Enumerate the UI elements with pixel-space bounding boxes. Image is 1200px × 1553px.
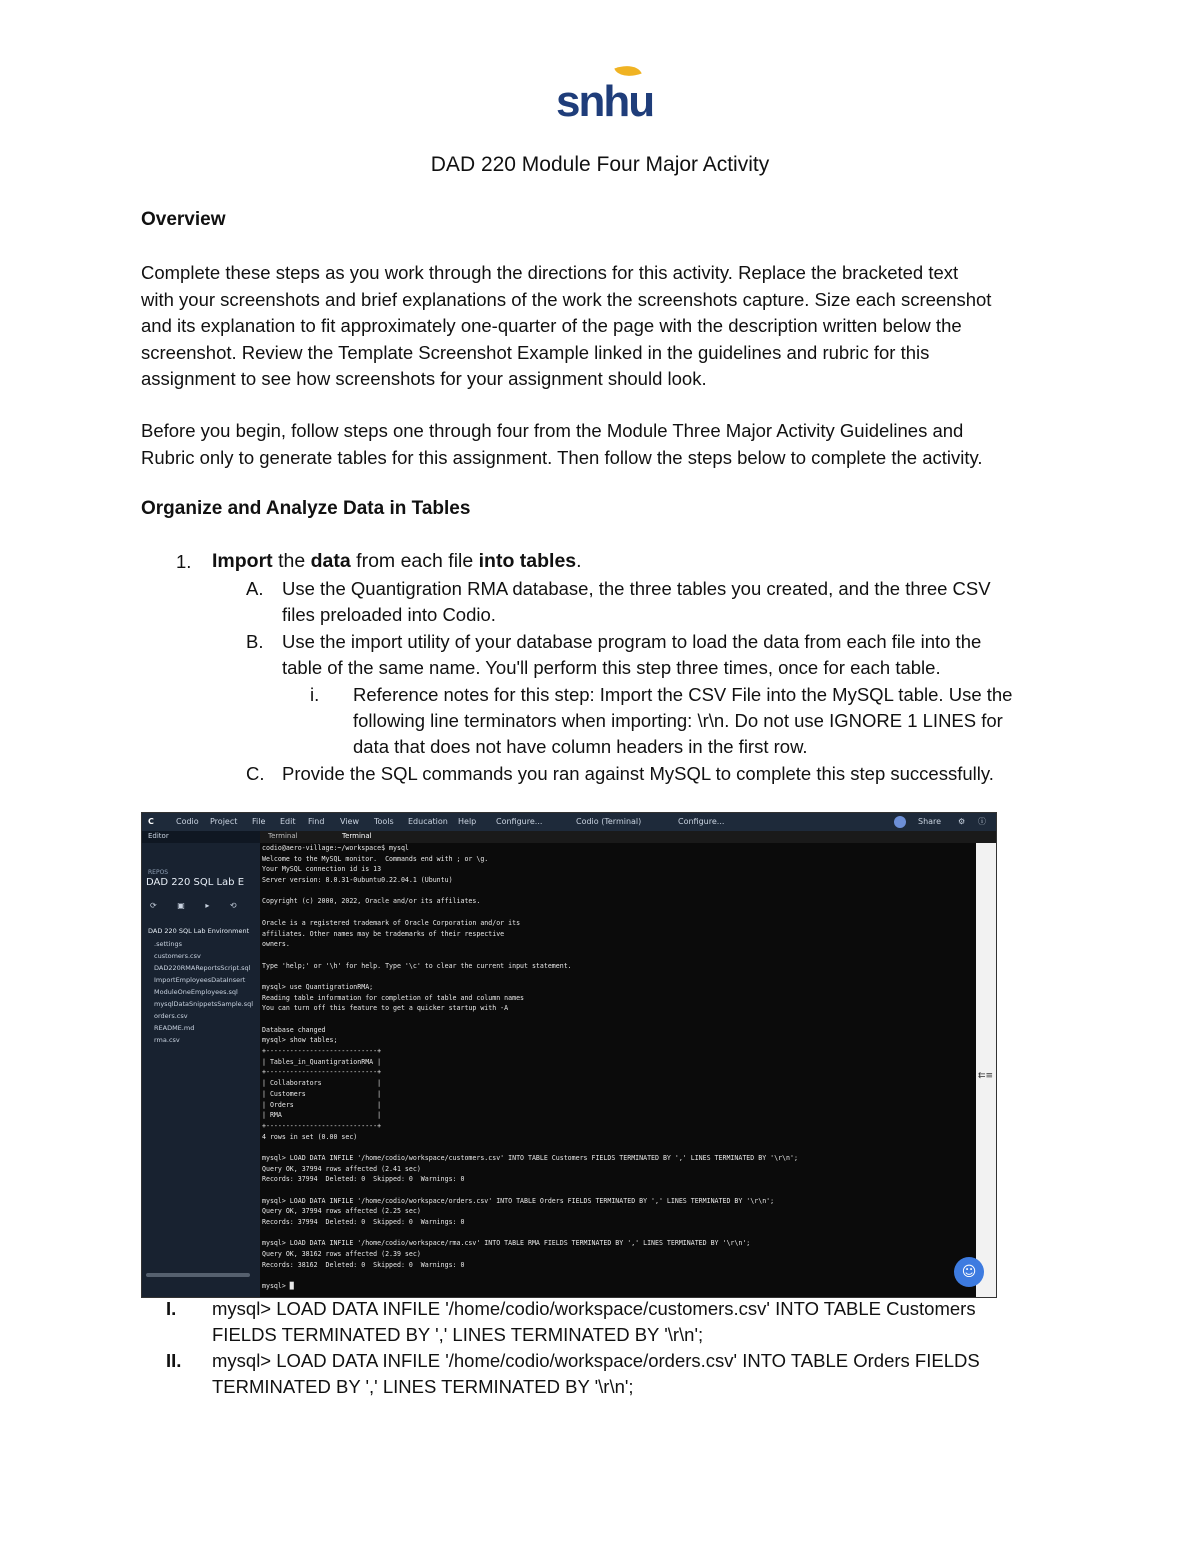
codio-logo-icon: C <box>148 817 154 826</box>
step-1-marker: 1. <box>176 551 192 572</box>
terminal-line: Records: 38162 Deleted: 0 Skipped: 0 Warnings: 0 <box>262 1260 465 1269</box>
terminal-line: +----------------------------+ <box>262 1047 382 1056</box>
document-title: DAD 220 Module Four Major Activity <box>430 153 770 176</box>
step-b-line: table of the same name. You'll perform this step three times, once for each table. <box>282 657 941 678</box>
step-1-word: from each file <box>350 550 479 572</box>
menu-item: Education <box>408 817 448 826</box>
terminal-line: Database changed <box>262 1025 326 1034</box>
sidebar-tool-icons: ⟳ ▣ ▸ ⟲ <box>150 901 246 910</box>
step-1-word: the <box>272 550 311 572</box>
terminal-line <box>262 907 974 918</box>
project-name: DAD 220 SQL Lab E <box>146 877 245 888</box>
tab-terminal: Terminal <box>268 832 298 840</box>
logo-text: snhu <box>556 77 654 126</box>
terminal-line <box>262 971 974 982</box>
terminal-line: | RMA | <box>262 1111 382 1120</box>
terminal-line: Reading table information for completion of table and column names <box>262 993 525 1002</box>
step-c-line: Provide the SQL commands you ran against MySQL to complete this step successfully. <box>282 763 994 784</box>
step-b-i-line: following line terminators when importing: \r\n. Do not use IGNORE 1 LINES for <box>353 710 1003 731</box>
terminal-line <box>262 1228 974 1239</box>
menu-item: File <box>252 817 266 826</box>
terminal-line: mysql> LOAD DATA INFILE '/home/codio/workspace/customers.csv' INTO TABLE Customers FIELDS TERMINATED BY ',' LINES TERMINATED BY '\r\n'; <box>262 1153 798 1162</box>
repos-label: REPOS <box>148 869 169 876</box>
menu-item: Configure... <box>678 817 725 826</box>
file-item: rma.csv <box>154 1036 180 1044</box>
step-1-bold-data: data <box>310 550 351 572</box>
menu-item: Project <box>210 817 238 826</box>
avatar <box>894 816 906 828</box>
file-item: .settings <box>154 940 182 948</box>
terminal-line: 4 rows in set (0.00 sec) <box>262 1132 358 1141</box>
terminal-line: Records: 37994 Deleted: 0 Skipped: 0 Warnings: 0 <box>262 1175 465 1184</box>
terminal-line: | Tables_in_QuantigrationRMA | <box>262 1057 382 1066</box>
command-i-line: mysql> LOAD DATA INFILE '/home/codio/workspace/customers.csv' INTO TABLE Customers <box>212 1298 976 1319</box>
step-b-marker: B. <box>246 631 264 652</box>
menu-item: Codio (Terminal) <box>576 817 642 826</box>
step-b-line: Use the import utility of your database program to load the data from each file into the <box>282 631 982 652</box>
info-icon: ⓘ <box>978 817 986 826</box>
terminal-line: Copyright (c) 2000, 2022, Oracle and/or its affiliates. <box>262 897 481 906</box>
terminal-line: Query OK, 37994 rows affected (2.25 sec) <box>262 1207 421 1216</box>
terminal-line <box>262 950 974 961</box>
terminal-line: Server version: 8.0.31-0ubuntu0.22.04.1 (Ubuntu) <box>262 876 453 885</box>
terminal-output <box>262 843 974 1297</box>
menu-item: Codio <box>176 817 199 826</box>
overview-paragraph-1 <box>141 260 1061 393</box>
text-line: Complete these steps as you work through the directions for this activity. Replace the bracketed text <box>141 262 959 283</box>
terminal-line: mysql> use QuantigrationRMA; <box>262 982 374 991</box>
step-c-marker: C. <box>246 763 265 784</box>
codio-terminal-screenshot <box>141 812 997 1298</box>
terminal-line: Your MySQL connection id is 13 <box>262 865 382 874</box>
command-i-marker: I. <box>166 1298 177 1319</box>
sidebar-scrollbar <box>146 1273 250 1277</box>
text-line: screenshot. Review the Template Screenshot Example linked in the guidelines and rubric for this <box>141 341 930 363</box>
sidebar-tabs <box>142 831 260 843</box>
command-ii-marker: II. <box>166 1350 182 1371</box>
menu-item: Tools <box>374 817 394 826</box>
menu-item: Help <box>458 817 477 826</box>
snhu-logo <box>556 64 654 128</box>
step-1-bold-into-tables: into tables <box>478 550 577 572</box>
file-item: customers.csv <box>154 952 201 960</box>
terminal-line: Welcome to the MySQL monitor. Commands end with ; or \g. <box>262 854 489 863</box>
terminal-line <box>262 1271 974 1282</box>
command-ii-line: mysql> LOAD DATA INFILE '/home/codio/workspace/orders.csv' INTO TABLE Orders FIELDS <box>212 1350 980 1371</box>
text-line: and its explanation to fit approximately one-quarter of the page with the description written below the <box>141 315 962 336</box>
overview-paragraph-2 <box>141 418 1061 471</box>
tab-terminal-active: Terminal <box>342 832 372 840</box>
step-b-i-line: data that does not have column headers in the first row. <box>353 736 808 757</box>
scroll-grip-icon: ⇇≡ <box>978 1071 994 1081</box>
terminal-line: Query OK, 38162 rows affected (2.39 sec) <box>262 1250 421 1259</box>
step-b-i-line: Reference notes for this step: Import the CSV File into the MySQL table. Use the <box>353 684 1013 705</box>
terminal-line: affiliates. Other names may be trademarks of their respective <box>262 929 505 938</box>
text-line: with your screenshots and brief explanations of the work the screenshots capture. Size each screenshot <box>141 288 992 310</box>
terminal-line: +----------------------------+ <box>262 1121 382 1130</box>
assistant-bot-icon: ☺ <box>954 1257 984 1287</box>
terminal-line: | Collaborators | <box>262 1079 382 1088</box>
terminal-line <box>262 1142 974 1153</box>
step-1-bold-import: Import <box>212 550 273 572</box>
settings-icon: ⚙ <box>958 817 966 826</box>
terminal-line: mysql> █ <box>262 1282 294 1291</box>
menu-item: View <box>340 817 359 826</box>
terminal-line <box>262 886 974 897</box>
terminal-line: mysql> show tables; <box>262 1036 338 1045</box>
overview-heading: Overview <box>141 209 226 230</box>
menu-item: Find <box>308 817 325 826</box>
step-1-word: . <box>576 550 582 572</box>
text-line: assignment to see how screenshots for your assignment should look. <box>141 368 707 389</box>
terminal-line <box>262 1185 974 1196</box>
menu-item: Configure... <box>496 817 543 826</box>
file-tree-root: DAD 220 SQL Lab Environment <box>148 927 250 935</box>
terminal-line: You can turn off this feature to get a quicker startup with -A <box>262 1004 509 1013</box>
file-item: ModuleOneEmployees.sql <box>154 988 238 996</box>
file-item: ImportEmployeesDataInsert <box>154 976 246 984</box>
terminal-line: mysql> LOAD DATA INFILE '/home/codio/workspace/orders.csv' INTO TABLE Orders FIELDS TERMINATED BY ',' LINES TERMINATED BY '\r\n'; <box>262 1196 775 1205</box>
step-a-line: Use the Quantigration RMA database, the three tables you created, and the three CSV <box>282 578 991 599</box>
terminal-line: | Customers | <box>262 1089 382 1098</box>
file-item: mysqlDataSnippetsSample.sql <box>154 1000 254 1008</box>
step-a-marker: A. <box>246 578 264 599</box>
menu-item: Edit <box>280 817 296 826</box>
terminal-line: mysql> LOAD DATA INFILE '/home/codio/workspace/rma.csv' INTO TABLE RMA FIELDS TERMINATED BY ',' LINES TERMINATED BY '\r\n'; <box>262 1239 751 1248</box>
menu-item: Share <box>918 817 942 826</box>
terminal-line: codio@aero-village:~/workspace$ mysql <box>262 844 409 852</box>
text-line: Rubric only to generate tables for this assignment. Then follow the steps below to complete the activity. <box>141 446 983 468</box>
section-heading: Organize and Analyze Data in Tables <box>141 498 471 519</box>
step-a-line: files preloaded into Codio. <box>282 604 496 625</box>
file-item: DAD220RMAReportsScript.sql <box>154 964 251 972</box>
step-b-i-marker: i. <box>310 684 320 705</box>
terminal-line: owners. <box>262 940 290 949</box>
file-tree-sidebar <box>142 831 260 1297</box>
tab-editor: Editor <box>148 832 169 840</box>
command-ii-line: TERMINATED BY ',' LINES TERMINATED BY '\r\n'; <box>212 1376 634 1397</box>
terminal-line <box>262 1014 974 1025</box>
terminal-line: +----------------------------+ <box>262 1068 382 1077</box>
command-i-line: FIELDS TERMINATED BY ',' LINES TERMINATED BY '\r\n'; <box>212 1324 704 1345</box>
terminal-line: Query OK, 37994 rows affected (2.41 sec) <box>262 1164 421 1173</box>
terminal-scrollbar <box>976 843 996 1297</box>
terminal-line: Oracle is a registered trademark of Oracle Corporation and/or its <box>262 918 521 927</box>
terminal-line: | Orders | <box>262 1100 382 1109</box>
terminal-line: Type 'help;' or '\h' for help. Type '\c' to clear the current input statement. <box>262 961 572 970</box>
file-item: orders.csv <box>154 1012 188 1020</box>
file-item: README.md <box>154 1024 195 1032</box>
terminal-line: Records: 37994 Deleted: 0 Skipped: 0 Warnings: 0 <box>262 1218 465 1227</box>
codio-menubar <box>142 813 996 831</box>
text-line: Before you begin, follow steps one through four from the Module Three Major Activity Guidelines and <box>141 420 964 441</box>
terminal-tabs <box>260 831 996 843</box>
step-1-text <box>212 548 582 575</box>
